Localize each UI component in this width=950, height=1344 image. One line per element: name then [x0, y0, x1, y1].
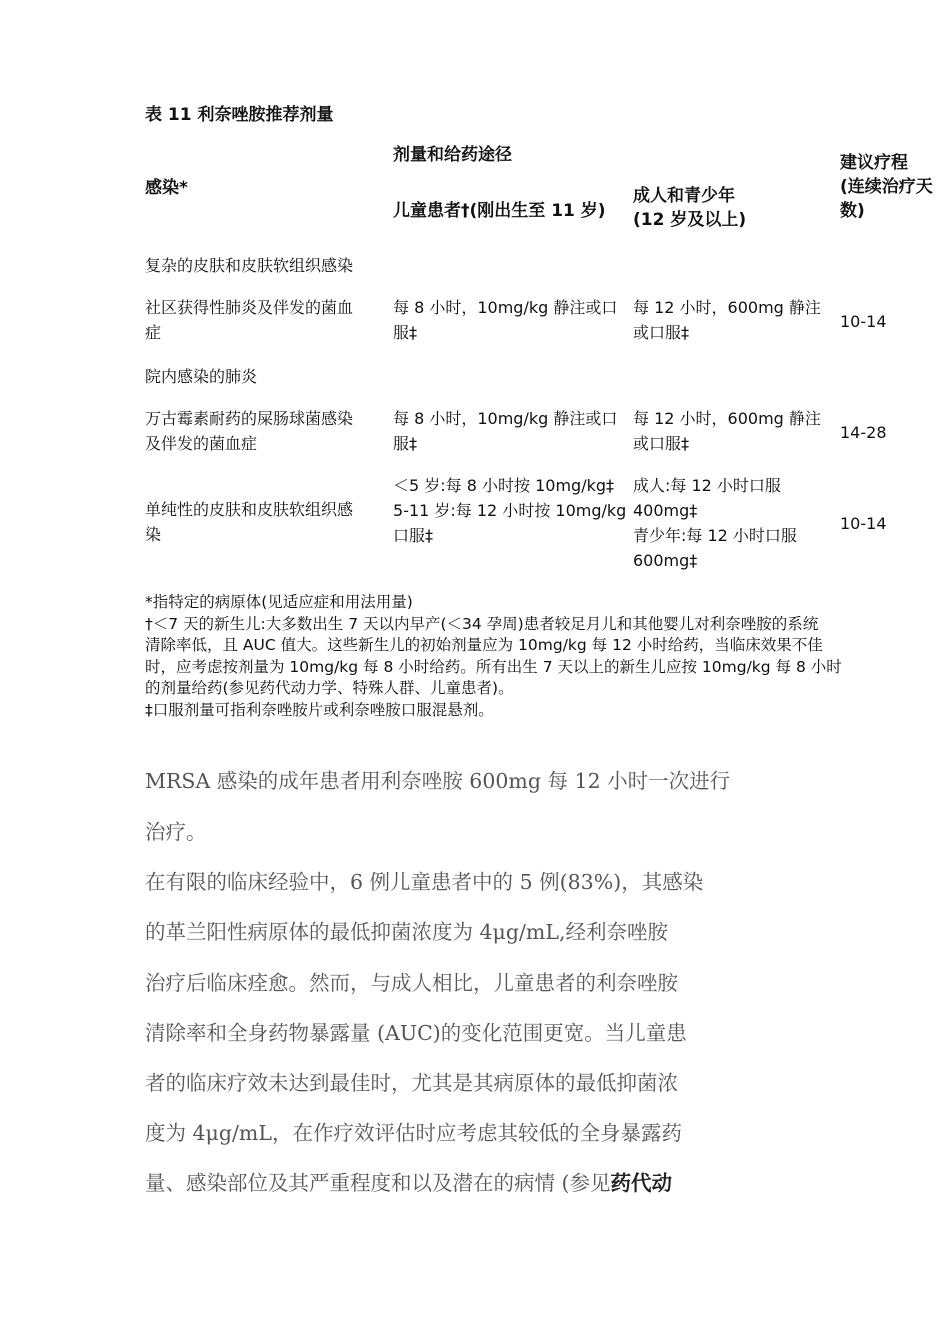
- row-adult-dose: 每 12 小时，600mg 静注 或口服‡: [633, 298, 821, 342]
- footnote: *指特定的病原体(见适应症和用法用量): [145, 593, 413, 611]
- header-duration-line1: 建议疗程: [840, 153, 908, 173]
- row-pediatric-dose: ＜5 岁:每 8 小时按 10mg/kg‡ 5-11 岁:每 12 小时按 10mg/kg 口服‡: [393, 476, 627, 545]
- footnote: †＜7 天的新生儿:大多数出生 7 天以内早产(＜34 孕周)患者较足月儿和其他婴儿对利奈唑胺的系统: [145, 614, 819, 633]
- row-pediatric-dose: 每 8 小时，10mg/kg 静注或口 服‡: [393, 298, 618, 342]
- paragraph-line: 者的临床疗效未达到最佳时，尤其是其病原体的最低抑菌浓: [145, 1071, 678, 1095]
- paragraph-line: 在有限的临床经验中，6 例儿童患者中的 5 例(83%)，其感染: [145, 870, 704, 894]
- paragraph-line: 的革兰阳性病原体的最低抑菌浓度为 4μg/mL,经利奈唑胺: [145, 920, 668, 944]
- paragraph-line: 度为 4μg/mL，在作疗效评估时应考虑其较低的全身暴露药: [145, 1121, 682, 1145]
- header-adult: [633, 184, 746, 232]
- row-infection-community-pneumonia: 社区获得性肺炎及伴发的菌血 症: [145, 298, 354, 342]
- header-duration-line3: 数): [840, 201, 865, 221]
- paragraph-line: 治疗后临床痊愈。然而，与成人相比，儿童患者的利奈唑胺: [145, 971, 678, 995]
- header-adult-line1: 成人和青少年: [633, 186, 735, 206]
- paragraph-line: 清除率和全身药物暴露量 (AUC)的变化范围更宽。当儿童患: [145, 1021, 687, 1045]
- paragraph-line: 量、感染部位及其严重程度和以及潜在的病情 (参见药代动: [145, 1171, 673, 1195]
- table-title: 表 11 利奈唑胺推荐剂量: [145, 105, 334, 125]
- header-duration: [840, 151, 933, 223]
- paragraph-line: 治疗。: [145, 820, 207, 844]
- row-duration: 14-28: [840, 423, 887, 442]
- row-infection-vre: 万古霉素耐药的屎肠球菌感染 及伴发的菌血症: [145, 409, 354, 453]
- footnote: 的剂量给药(参见药代动力学、特殊人群、儿童患者)。: [145, 679, 514, 697]
- cross-reference-link-text: 药代动: [610, 1171, 673, 1195]
- footnote: ‡口服剂量可指利奈唑胺片或利奈唑胺口服混悬剂。: [145, 700, 494, 719]
- row-duration: 10-14: [840, 312, 887, 331]
- header-pediatric: 儿童患者†(刚出生至 11 岁): [393, 201, 606, 221]
- row-infection-uncomplicated-skin: 单纯性的皮肤和皮肤软组织感 染: [145, 500, 354, 544]
- paragraph-line: MRSA 感染的成年患者用利奈唑胺 600mg 每 12 小时一次进行: [145, 769, 731, 793]
- table-footnotes: [145, 592, 950, 721]
- footnote: 时，应考虑按剂量为 10mg/kg 每 8 小时给药。所有出生 7 天以上的新生儿应按 10mg/kg 每 8 小时: [145, 657, 842, 676]
- header-duration-line2: (连续治疗天: [840, 177, 933, 197]
- row-adult-dose: 每 12 小时，600mg 静注 或口服‡: [633, 409, 821, 453]
- header-infection: 感染*: [145, 178, 188, 198]
- footnote: 清除率低，且 AUC 值大。这些新生儿的初始剂量应为 10mg/kg 每 12 小时给药，当临床效果不佳: [145, 636, 823, 654]
- row-duration: 10-14: [840, 514, 887, 533]
- header-dose-route: 剂量和给药途径: [393, 145, 512, 165]
- row-infection-nosocomial-pneumonia: 院内感染的肺炎: [145, 367, 258, 386]
- row-infection-complicated-skin: 复杂的皮肤和皮肤软组织感染: [145, 256, 354, 275]
- header-adult-line2: (12 岁及以上): [633, 210, 747, 230]
- row-pediatric-dose: 每 8 小时，10mg/kg 静注或口 服‡: [393, 409, 618, 453]
- row-adult-dose: 成人:每 12 小时口服 400mg‡ 青少年:每 12 小时口服 600mg‡: [633, 476, 797, 570]
